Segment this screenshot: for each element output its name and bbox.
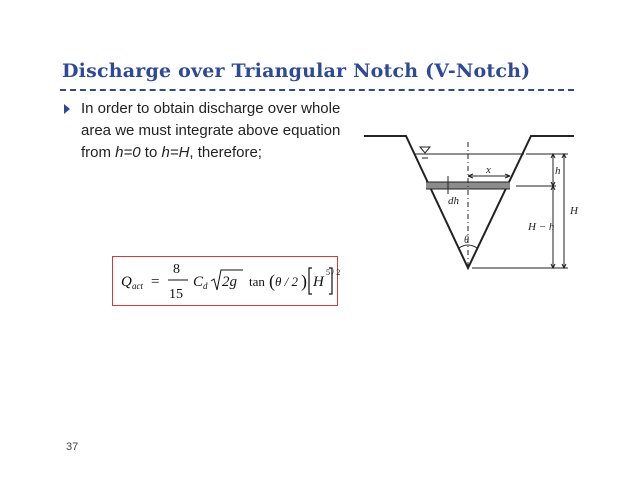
formula-numerator: 8	[173, 262, 180, 277]
notch-outline	[364, 136, 574, 268]
label-dh: dh	[448, 195, 459, 207]
discharge-formula	[113, 257, 341, 305]
bullet-text	[81, 98, 371, 164]
page-number: 37	[66, 441, 79, 453]
bullet-to-expr: h=H	[161, 144, 190, 161]
formula-q-subscript: act	[132, 281, 143, 291]
bullet-text-post: , therefore;	[189, 144, 262, 161]
label-x: x	[486, 164, 491, 176]
formula-exponent: 5 / 2	[326, 268, 341, 277]
formula-denominator: 15	[169, 287, 183, 302]
label-h-minus-h: H − h	[528, 221, 555, 233]
elemental-strip	[426, 182, 510, 189]
label-h: h	[555, 165, 561, 177]
bullet-arrow-icon	[64, 104, 70, 114]
formula-cd-subscript: d	[203, 281, 208, 291]
formula-paren-open: (	[269, 271, 275, 291]
bullet-text-pre: In order to obtain discharge over whole area we must integrate above equation from	[81, 100, 341, 161]
formula-bracket-open	[309, 268, 312, 294]
bullet-text-mid: to	[140, 144, 162, 161]
formula-h: H	[313, 274, 324, 290]
formula-tan-arg: θ / 2	[275, 274, 298, 289]
formula-q: Q	[121, 274, 132, 290]
label-total-h: H	[570, 205, 578, 217]
formula-sqrt-body: 2g	[222, 274, 237, 290]
label-theta: θ	[464, 235, 469, 246]
formula-paren-close: )	[301, 271, 307, 291]
title-divider	[60, 89, 574, 91]
formula-equals: =	[151, 274, 160, 290]
formula-tan: tan	[249, 274, 265, 289]
v-notch-diagram	[356, 130, 592, 282]
bullet-from-expr: h=0	[115, 144, 141, 161]
slide-title: Discharge over Triangular Notch (V-Notch)	[62, 60, 531, 82]
formula-box	[112, 256, 341, 306]
formula-cd: C	[193, 274, 204, 290]
water-surface-marker-icon	[420, 147, 430, 153]
